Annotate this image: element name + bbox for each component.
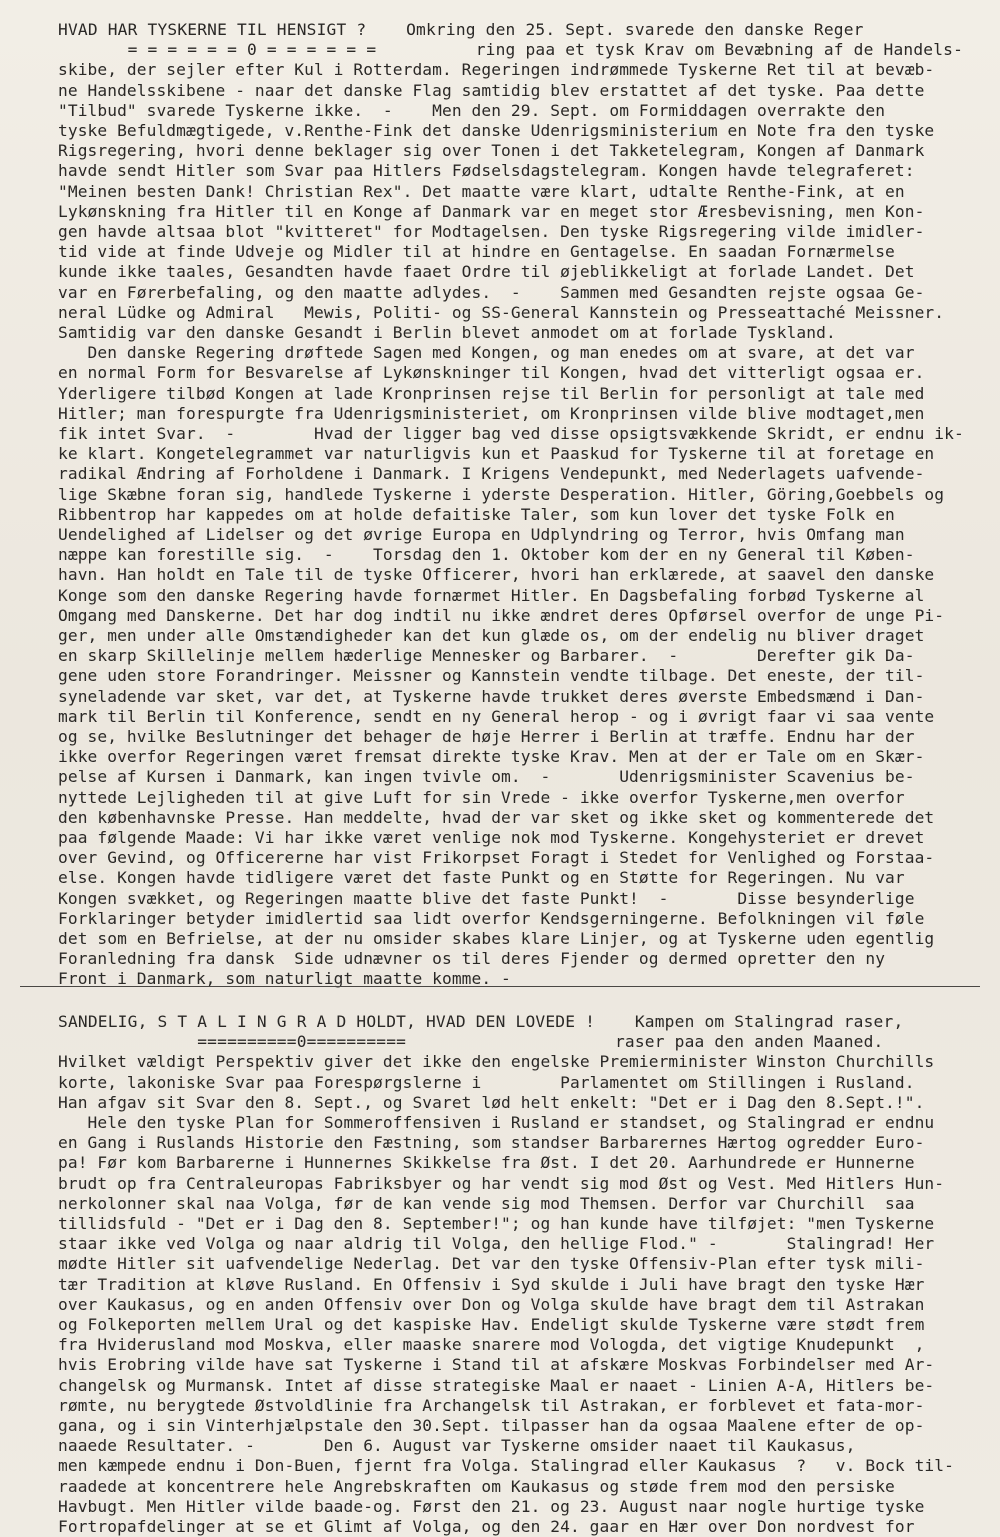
text-line: over Gevind, og Officererne har vist Frikorpset Foragt i Stedet for Venlighed og Forstaa- — [58, 848, 935, 868]
text-line: ke klart. Kongetelegrammet var naturligvis kun et Paaskud for Tyskerne til at foretage en — [58, 444, 935, 464]
text-line: Kongen svækket, og Regeringen maatte blive det faste Punkt! - Disse besynderlige — [58, 888, 915, 908]
text-line: paa følgende Maade: Vi har ikke været venlige nok mod Tyskerne. Kongehysteriet er drevet — [58, 828, 925, 847]
text-line: gene uden store Forandringer. Meissner og Kannstein vendte tilbage. Det eneste, der til- — [58, 666, 925, 686]
text-line: mødte Hitler sit uafvendelige Nederlag. Det var den tyske Offensiv-Plan efter tysk mili- — [58, 1254, 925, 1274]
text-line: staar ikke ved Volga og naar aldrig til Volga, den hellige Flod." - Stalingrad! Her — [58, 1234, 935, 1254]
text-line: men kæmpede endnu i Don-Buen, fjernt fra Volga. Stalingrad eller Kaukasus ? v. Bock til- — [58, 1456, 954, 1476]
text-line: gen havde altsaa blot "kvitteret" for Modtagelsen. Den tyske Rigsregering vilde imidler- — [58, 222, 925, 241]
text-line: en skarp Skillelinje mellem hæderlige Mennesker og Barbarer. - Derefter gik Da- — [58, 646, 915, 666]
text-line: over Kaukasus, og en anden Offensiv over Don og Volga skulde have bragt dem til Astrakan — [58, 1294, 925, 1314]
text-line: mark til Berlin til Konference, sendt en ny General herop - og i øvrigt faar vi saa vente — [58, 706, 935, 726]
text-line: syneladende var sket, var det, at Tyskerne havde trukket deres øverste Embedsmænd i Dan- — [58, 686, 925, 706]
text-line: Konge som den danske Regering havde fornærmet Hitler. En Dagsbefaling forbød Tyskerne al — [58, 585, 925, 605]
text-line: Den danske Regering drøftede Sagen med Kongen, og man enedes om at svare, at det var — [58, 343, 915, 363]
text-line: naaede Resultater. - Den 6. August var Tyskerne omsider naaet til Kaukasus, — [58, 1436, 856, 1456]
text-line: Forklaringer betyder imidlertid saa lidt overfor Kendsgerningerne. Befolkningen vil føle — [58, 908, 925, 928]
text-line: skibe, der sejler efter Kul i Rotterdam. Regeringen indrømmede Tyskerne Ret til at bevæb- — [58, 60, 935, 80]
text-line: Foranledning fra dansk Side udnævner os til deres Fjender og dermed opretter den ny — [58, 949, 886, 969]
text-line: Omgang med Danskerne. Det har dog indtil nu ikke ændret deres Opførsel overfor de unge Pi- — [58, 605, 945, 625]
text-line: fra Hviderusland mod Moskva, eller maaske snarere mod Vologda, det vigtige Knudepunkt , — [58, 1335, 925, 1355]
text-line: og Folkeporten mellem Ural og det kaspiske Hav. Endeligt skulde Tyskerne være stødt frem — [58, 1315, 925, 1334]
text-line: tillidsfuld - "Det er i Dag den 8. September!"; og han kunde have tilføjet: "men Tyskerne — [58, 1214, 935, 1233]
text-line: lige Skæbne foran sig, handlede Tyskerne i yderste Desperation. Hitler, Göring,Goebbels og — [58, 484, 945, 504]
text-line: og se, hvilke Beslutninger det behager de høje Herrer i Berlin at træffe. Endnu har der — [58, 727, 915, 746]
text-line: changelsk og Murmansk. Intet af disse strategiske Maal er naaet - Linien A-A, Hitlers be- — [58, 1375, 935, 1395]
text-line: næppe kan forestille sig. - Torsdag den 1. Oktober kom der en ny General til Køben- — [58, 545, 915, 565]
text-line: Yderligere tilbød Kongen at lade Kronprinsen rejse til Berlin for personligt at tale med — [58, 383, 925, 403]
text-line: en normal Form for Besvarelse af Lykønskninger til Kongen, hvad det vitterligt ogsaa er. — [58, 363, 925, 383]
text-line: Ribbentrop har kappedes om at holde defaitiske Taler, som kun lover det tyske Folk en — [58, 504, 895, 524]
text-line: kunde ikke taales, Gesandten havde faaet Ordre til øjeblikkeligt at forlade Landet. Det — [58, 262, 915, 282]
text-line: brudt op fra Centraleuropas Fabriksbyer og har vendt sig mod Øst og Vest. Med Hitlers Hun- — [58, 1173, 945, 1193]
text-line: ikke overfor Regeringen været fremsat direkte tyske Krav. Men at der er Tale om en Skær- — [58, 747, 925, 767]
text-line: den københavnske Presse. Han meddelte, hvad der var sket og ikke sket og kommenterede det — [58, 807, 935, 827]
text-line: nyttede Lejligheden til at give Luft for sin Vrede - ikke overfor Tyskerne,men overfor — [58, 787, 905, 807]
text-line: Havbugt. Men Hitler vilde baade-og. Først den 21. og 23. August naar nogle hurtige tyske — [58, 1496, 925, 1516]
text-line: neral Lüdke og Admiral Mewis, Politi- og SS-General Kannstein og Presseattaché Meissner. — [58, 302, 945, 322]
text-line: Fortropafdelinger at se et Glimt af Volga, og den 24. gaar en Hær over Don nordvest for — [58, 1517, 915, 1536]
text-line: Hele den tyske Plan for Sommeroffensiven i Rusland er standset, og Stalingrad er endnu — [58, 1113, 935, 1132]
article-headline-line: HVAD HAR TYSKERNE TIL HENSIGT ? Omkring den 25. Sept. svarede den danske Reger — [58, 20, 864, 39]
text-line: havde sendt Hitler som Svar paa Hitlers Fødselsdagstelegram. Kongen havde telegraferet: — [58, 161, 915, 181]
text-line: gana, og i sin Vinterhjælpstale den 30.Sept. tilpasser han da ogsaa Maalene efter de op- — [58, 1416, 925, 1435]
text-line: en Gang i Ruslands Historie den Fæstning, som standser Barbarernes Hærtog ogredder Euro- — [58, 1133, 925, 1153]
text-line: Samtidig var den danske Gesandt i Berlin blevet anmodet om at forlade Tyskland. — [58, 323, 836, 342]
text-line: Hitler; man forespurgte fra Udenrigsministeriet, om Kronprinsen vilde blive modtaget,men — [58, 403, 925, 423]
text-line: "Meinen besten Dank! Christian Rex". Det maatte være klart, udtalte Renthe-Fink, at en — [58, 181, 905, 201]
text-line: korte, lakoniske Svar paa Forespørgslerne i Parlamentet om Stillingen i Rusland. — [58, 1072, 915, 1092]
text-line: = = = = = = 0 = = = = = = ring paa et tysk Krav om Bevæbning af de Handels- — [58, 40, 964, 60]
text-line: Front i Danmark, som naturligt maatte komme. - — [58, 969, 511, 989]
text-line: tyske Befuldmægtigede, v.Renthe-Fink det danske Udenrigsministerium en Note fra den tyske — [58, 121, 935, 140]
text-line: hvis Erobring vilde have sat Tyskerne i Stand til at afskære Moskvas Forbindelser med Ar- — [58, 1355, 935, 1375]
text-line: ger, men under alle Omstændigheder kan det kun glæde os, om der endelig nu bliver draget — [58, 626, 925, 645]
text-line: fik intet Svar. - Hvad der ligger bag ved disse opsigtsvækkende Skridt, er endnu ik- — [58, 424, 964, 443]
text-line: Lykønskning fra Hitler til en Konge af Danmark var en meget stor Æresbevisning, men Kon- — [58, 201, 925, 221]
text-line: Hvilket vældigt Perspektiv giver det ikke den engelske Premierminister Winston Churchills — [58, 1052, 935, 1072]
text-line: nerkolonner skal naa Volga, før de kan vende sig mod Themsen. Derfor var Churchill saa — [58, 1193, 915, 1213]
text-line: tær Tradition at kløve Rusland. En Offensiv i Syd skulde i Juli have bragt den tyske Hær — [58, 1274, 925, 1294]
text-line: det som en Befrielse, at der nu omsider skabes klare Linjer, og at Tyskerne uden egentlig — [58, 929, 935, 948]
section-divider — [20, 986, 980, 987]
text-line: ne Handelsskibene - naar det danske Flag samtidig blev erstattet af det tyske. Paa dette — [58, 80, 925, 100]
text-line: havn. Han holdt en Tale til de tyske Officerer, hvori han erklærede, at saavel den danske — [58, 565, 935, 585]
text-line: ==========0========== raser paa den anden Maaned. — [58, 1032, 884, 1052]
text-line: "Tilbud" svarede Tyskerne ikke. - Men den 29. Sept. om Formiddagen overrakte den — [58, 100, 886, 120]
text-line: pelse af Kursen i Danmark, kan ingen tvivle om. - Udenrigsminister Scavenius be- — [58, 767, 915, 787]
text-line: Uendelighed af Lidelser og det øvrige Europa en Udplyndring og Terror, hvis Omfang man — [58, 525, 905, 544]
text-line: radikal Ændring af Forholdene i Danmark. I Krigens Vendepunkt, med Nederlagets uafvende- — [58, 464, 925, 484]
text-line: else. Kongen havde tidligere været det faste Punkt og en Støtte for Regeringen. Nu var — [58, 868, 905, 888]
text-line: var en Førerbefaling, og den maatte adlydes. - Sammen med Gesandten rejste ogsaa Ge- — [58, 282, 925, 302]
text-line: raadede at koncentrere hele Angrebskraften om Kaukasus og støde frem mod den persiske — [58, 1476, 895, 1496]
text-line: Han afgav sit Svar den 8. Sept., og Svaret lød helt enkelt: "Det er i Dag den 8.Sept.!". — [58, 1092, 925, 1112]
text-line: pa! Før kom Barbarerne i Hunnernes Skikkelse fra Øst. I det 20. Aarhundrede er Hunnerne — [58, 1153, 915, 1173]
text-line: rømte, nu berygtede Østvoldlinie fra Archangelsk til Astrakan, er forblevet et fata-mor- — [58, 1395, 925, 1415]
text-line: Rigsregering, hvori denne beklager sig over Tonen i det Takketelegram, Kongen af Danmark — [58, 141, 925, 161]
article-headline-line: SANDELIG, S T A L I N G R A D HOLDT, HVAD DEN LOVEDE ! Kampen om Stalingrad raser, — [58, 1012, 904, 1031]
text-line: tid vide at finde Udveje og Midler til at hindre en Gentagelse. En saadan Fornærmelse — [58, 242, 895, 262]
